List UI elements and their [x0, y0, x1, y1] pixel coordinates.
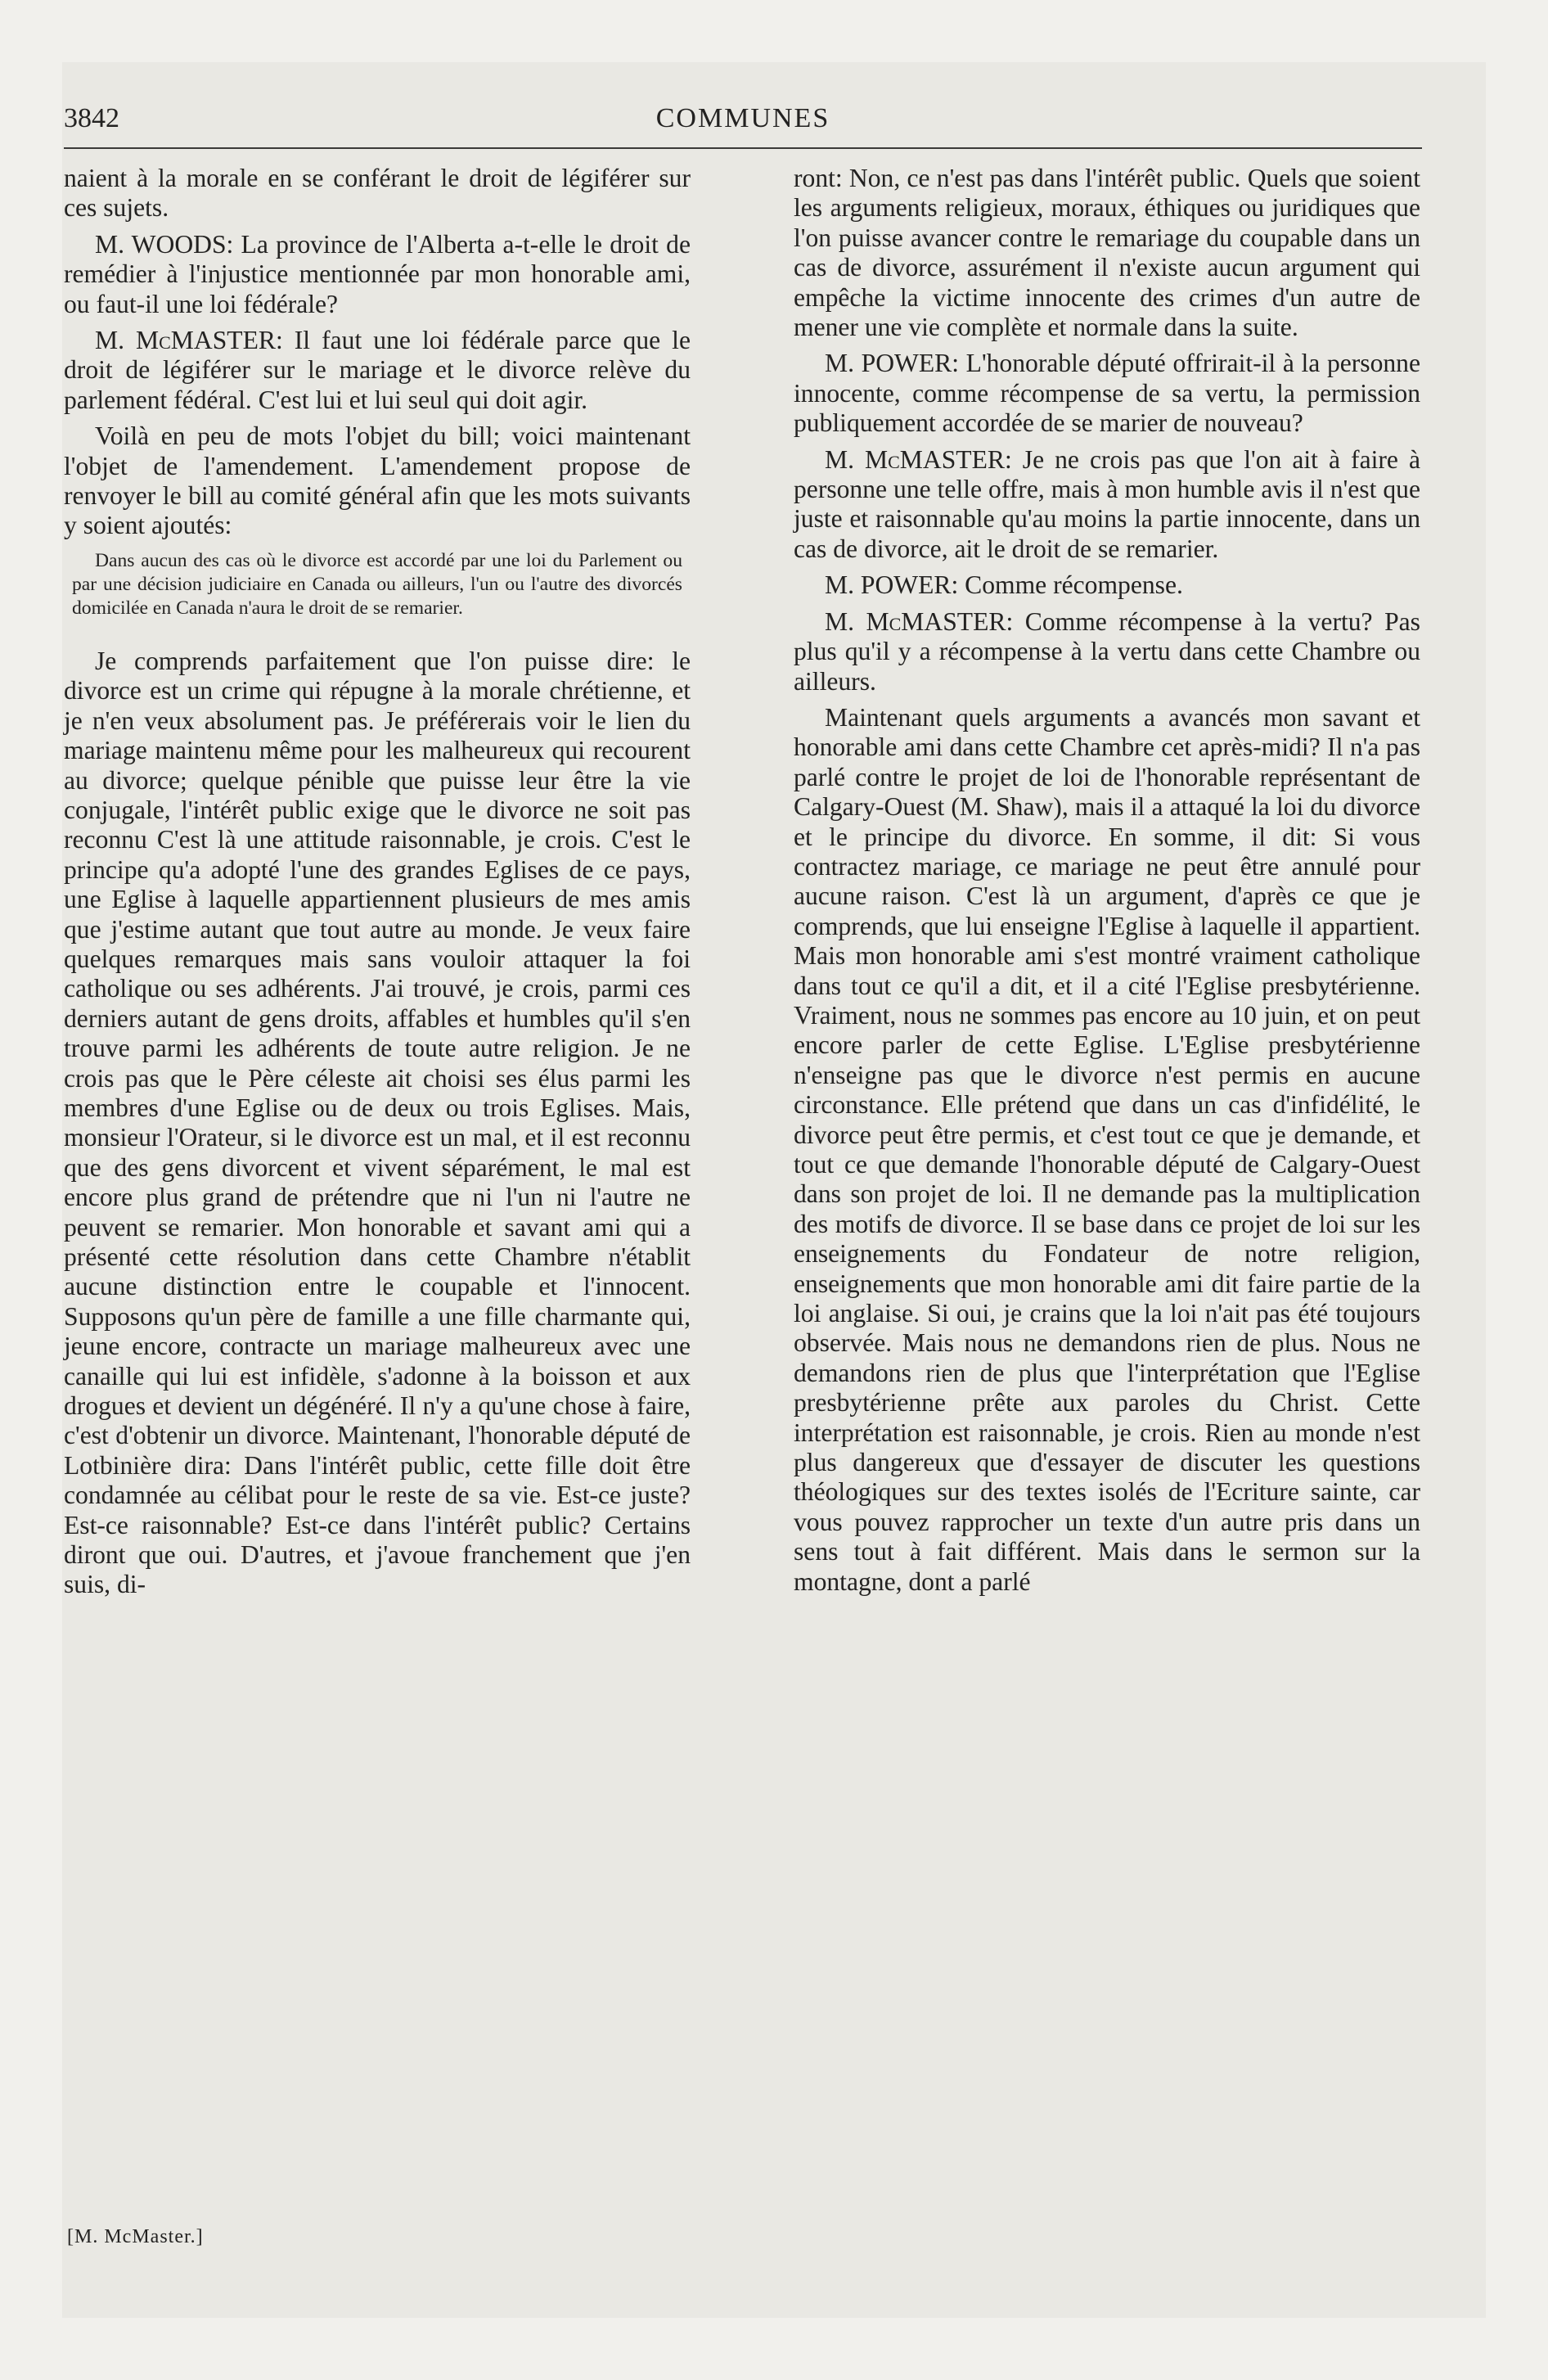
- paragraph: M. POWER: L'honorable député offrirait-il à la personne innocente, comme récompense de sa vertu, la permission publiquement accordée de se marier de nouveau?: [794, 349, 1420, 438]
- footer-speaker-name: [M. McMaster.]: [67, 2226, 204, 2247]
- paragraph: M. McMASTER: Je ne crois pas que l'on ait à faire à personne une telle offre, mais à mon humble avis il n'est que juste et raisonnable qu'au moins la partie innocente, dans un cas de divorce, ait le droit de se remarier.: [794, 444, 1420, 563]
- paragraph: M. McMASTER: Il faut une loi fédérale parce que le droit de légiférer sur le mariage et le divorce relève du parlement fédéral. C'est lui et lui seul qui doit agir.: [64, 326, 691, 414]
- paragraph: Je comprends parfaitement que l'on puisse dire: le divorce est un crime qui répugne à la morale chrétienne, et je n'en veux absolument pas. Je préférerais voir le lien du mariage maintenu même pour les malheureux qui recourent au divorce; quelque pénible que puisse leur être la vie conjugale, l'intérêt public exige que le divorce ne soit pas reconnu C'est là une attitude raisonnable, je crois. C'est le principe qu'a adopté l'une des grandes Eglises de ce pays, une Eglise à laquelle appartiennent plusieurs de mes amis que j'estime autant que tout autre au monde. Je veux faire quelques remarques mais sans vouloir attaquer la foi catholique ou ses adhérents. J'ai trouvé, je crois, parmi ces derniers autant de gens droits, affables et humbles qu'il s'en trouve parmi les adhérents de toute autre religion. Je ne crois pas que le Père céleste ait choisi ses élus parmi les membres d'une Eglise ou de deux ou trois Eglises. Mais, monsieur l'Orateur, si le divorce est un mal, et il est reconnu que des gens divorcent et vivent séparément, le mal est encore plus grand de prétendre que ni l'un ni l'autre ne peuvent se remarier. Mon honorable et savant ami qui a présenté cette résolution dans cette Chambre n'établit aucune distinction entre le coupable et l'innocent. Supposons qu'un père de famille a une fille charmante qui, jeune encore, contracte un mariage malheureux avec une canaille qui lui est infidèle, s'adonne à la boisson et aux drogues et devient un dégénéré. Il n'y a qu'une chose à faire, c'est d'obtenir un divorce. Maintenant, l'honorable député de Lotbinière dira: Dans l'intérêt public, cette fille doit être condamnée au célibat pour le reste de sa vie. Est-ce juste? Est-ce raisonnable? Est-ce dans l'intérêt public? Certains diront que oui. D'autres, et j'avoue franchement que j'en suis, di-: [64, 646, 691, 1599]
- speaker-name: M. McMASTER:: [825, 444, 1012, 474]
- page-number: 3842: [64, 103, 119, 133]
- block-quote: Dans aucun des cas où le divorce est accordé par une loi du Parlement ou par une décision judiciaire en Canada ou ailleurs, l'un ou l'autre des divorcés domicilée en Canada n'aura le droit de se remarier.: [72, 549, 682, 619]
- speaker-name: M. WOODS:: [95, 229, 234, 259]
- speaker-name: M. POWER:: [825, 349, 959, 378]
- speaker-name: M. McMASTER:: [825, 606, 1014, 636]
- paragraph: M. McMASTER: Comme récompense à la vertu? Pas plus qu'il y a récompense à la vertu dans cette Chambre ou ailleurs.: [794, 606, 1420, 696]
- paragraph: M. WOODS: La province de l'Alberta a-t-elle le droit de remédier à l'injustice mentionnée par mon honorable ami, ou faut-il une loi fédérale?: [64, 229, 691, 318]
- running-head: COMMUNES: [655, 103, 830, 133]
- header-rule: [64, 147, 1422, 149]
- paragraph: naient à la morale en se conférant le droit de légiférer sur ces sujets.: [64, 164, 691, 223]
- speaker-name: M. POWER:: [825, 570, 959, 600]
- paragraph: ront: Non, ce n'est pas dans l'intérêt public. Quels que soient les arguments religieux, moraux, éthiques ou juridiques que l'on puisse avancer contre le remariage du coupable dans un cas de divorce, assurément il n'existe aucun argument qui empêche la victime innocente des crimes d'un autre de mener une vie complète et normale dans la suite.: [794, 164, 1420, 342]
- speaker-name: M. McMASTER:: [95, 326, 283, 355]
- left-column: [64, 164, 691, 1607]
- paragraph: Voilà en peu de mots l'objet du bill; voici maintenant l'objet de l'amendement. L'amendement propose de renvoyer le bill au comité général afin que les mots suivants y soient ajoutés:: [64, 421, 691, 540]
- paragraph: M. POWER: Comme récompense.: [825, 570, 1183, 600]
- right-column: [794, 164, 1420, 1603]
- paragraph: Maintenant quels arguments a avancés mon savant et honorable ami dans cette Chambre cet après-midi? Il n'a pas parlé contre le projet de loi de l'honorable représentant de Calgary-Ouest (M. Shaw), mais il a attaqué la loi du divorce et le principe du divorce. En somme, il dit: Si vous contractez mariage, ce mariage ne peut être annulé pour aucune raison. C'est là un argument, d'après ce que je comprends, que lui enseigne l'Eglise à laquelle il appartient. Mais mon honorable ami s'est montré vraiment catholique dans tout ce qu'il a dit, et il a cité l'Eglise presbytérienne. Vraiment, nous ne sommes pas encore au 10 juin, et on peut encore parler de cette Eglise. L'Eglise presbytérienne n'enseigne pas que le divorce n'est permis en aucune circonstance. Elle prétend que dans un cas d'infidélité, le divorce peut être permis, et c'est tout ce que je demande, et tout ce que demande l'honorable député de Calgary-Ouest dans son projet de loi. Il ne demande pas la multiplication des motifs de divorce. Il se base dans ce projet de loi sur les enseignements du Fondateur de notre religion, enseignements que mon honorable ami dit faire partie de la loi anglaise. Si oui, je crains que la loi n'ait pas été toujours observée. Mais nous ne demandons rien de plus. Nous ne demandons rien de plus que l'interprétation que l'Eglise presbytérienne prête aux paroles du Christ. Cette interprétation est raisonnable, je crois. Rien au monde n'est plus dangereux que d'essayer de discuter les questions théologiques sur des textes isolés de l'Ecriture sainte, car vous pouvez rapprocher un texte d'un autre pris dans un sens tout à fait différent. Mais dans le sermon sur la montagne, dont a parlé: [794, 702, 1420, 1596]
- page-header: [64, 103, 1422, 136]
